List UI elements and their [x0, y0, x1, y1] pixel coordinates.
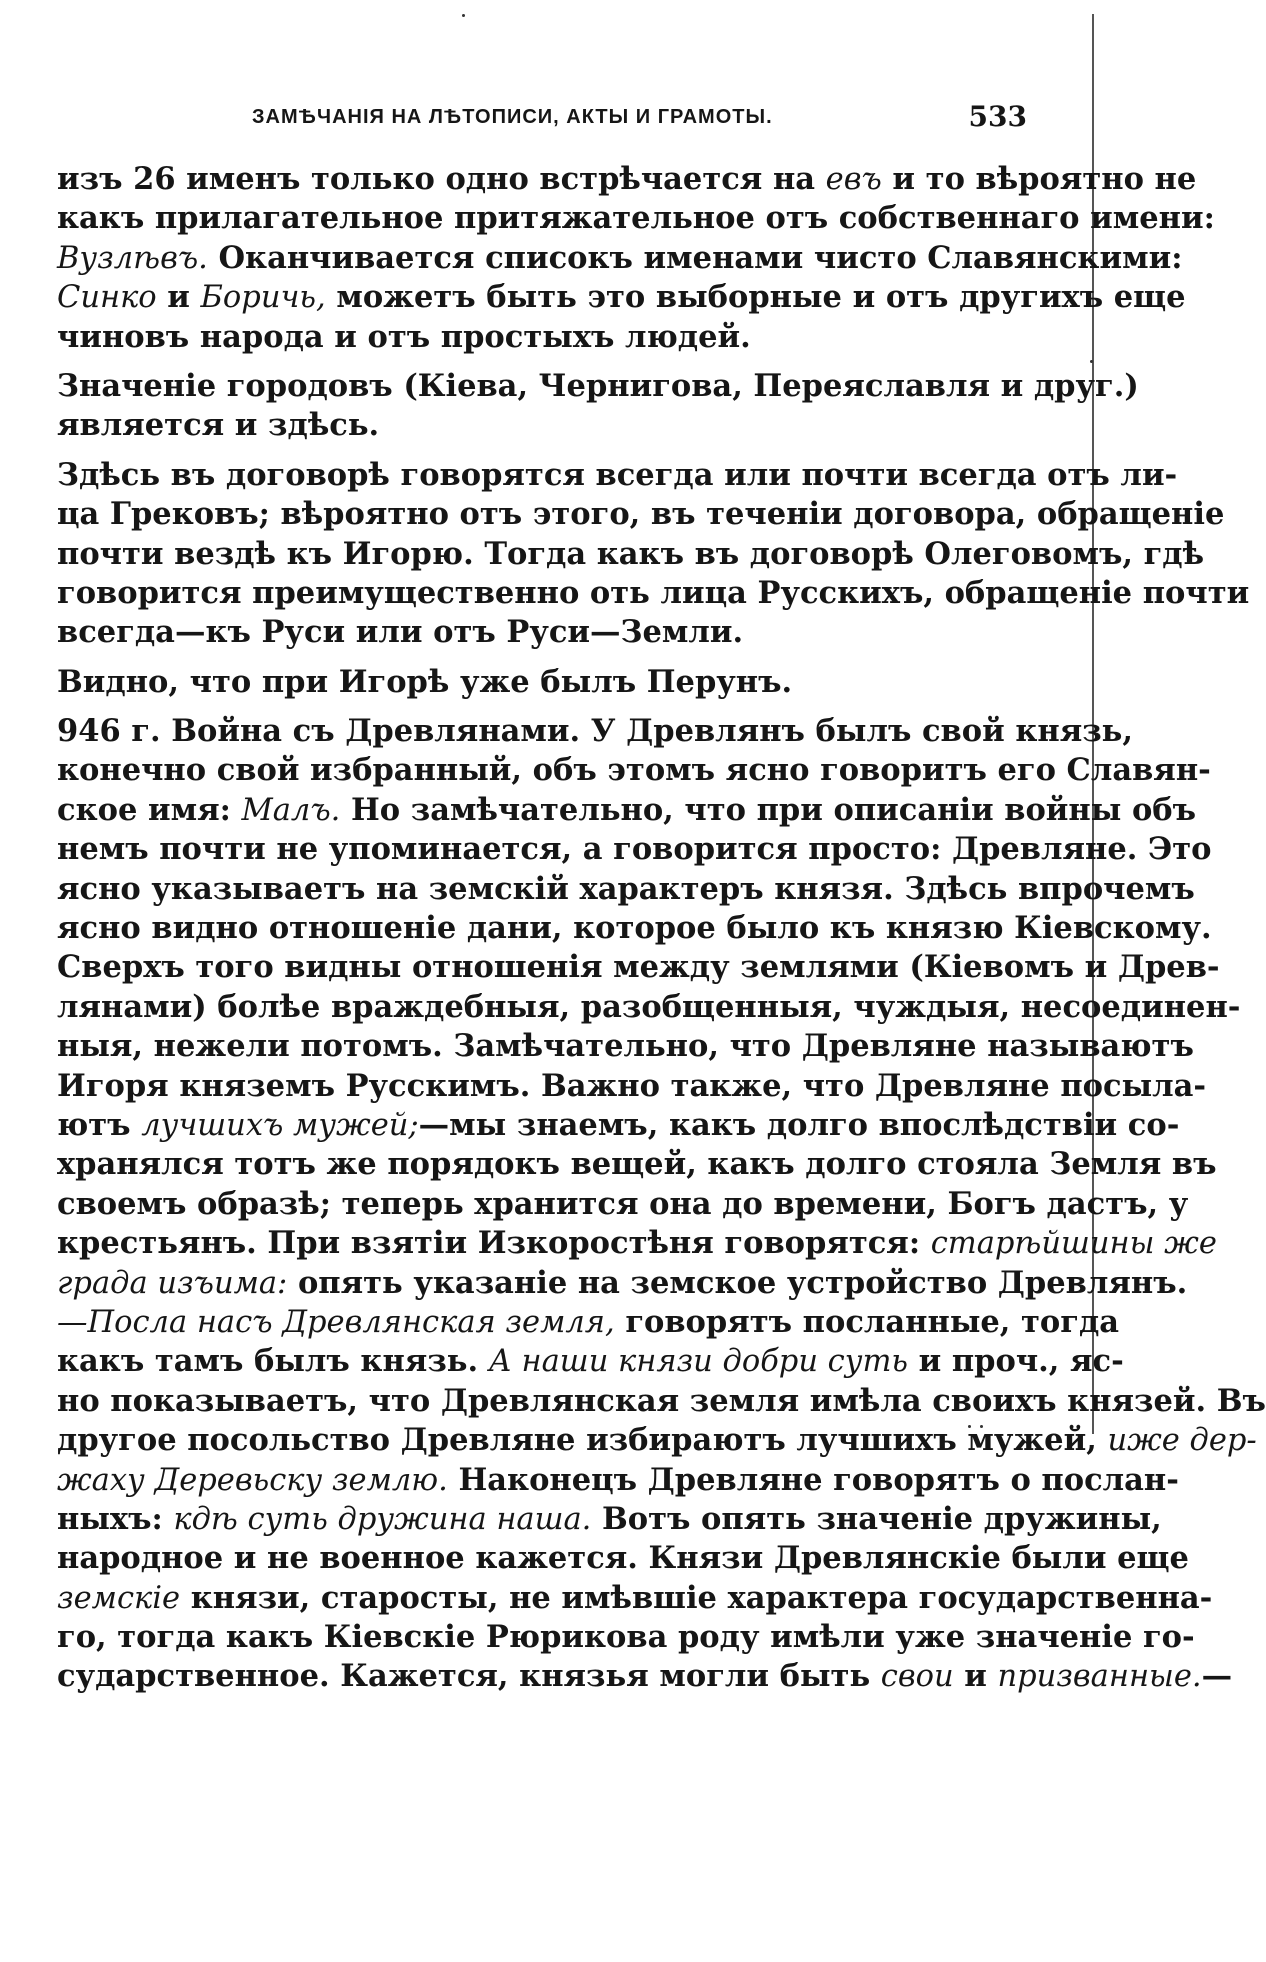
- text-segment: изъ 26 именъ только одно встрѣчается на: [57, 161, 826, 197]
- text-segment: Оканчивается списокъ именами чисто Славянскими:: [207, 239, 1183, 276]
- body-text: [57, 160, 1266, 1697]
- text-segment: ца Грековъ; вѣроятно отъ этого, въ теченіи договора, обращеніе: [57, 496, 1225, 533]
- text-segment: ское имя:: [57, 791, 242, 828]
- italic-segment: града изъима:: [57, 1265, 288, 1301]
- italic-segment: Боричь,: [200, 280, 326, 316]
- text-segment: Сверхъ того видны отношенія между землями (Кіевомъ и Древ-: [57, 949, 1220, 986]
- page-header: [252, 100, 1027, 140]
- text-segment: хранялся тотъ же порядокъ вещей, какъ долго стояла Земля въ: [57, 1146, 1217, 1183]
- text-line: [57, 1027, 1194, 1066]
- text-line: [57, 1500, 1162, 1539]
- text-line: [57, 1185, 1189, 1224]
- text-segment: сударственное. Кажется, князья могли быть: [57, 1658, 881, 1695]
- text-segment: опять указаніе на земское устройство Древлянъ.: [287, 1264, 1188, 1301]
- text-line: [57, 199, 1215, 238]
- text-line: [57, 830, 1212, 869]
- italic-segment: иже дер-: [1107, 1423, 1257, 1459]
- italic-segment: старѣйшины же: [930, 1226, 1217, 1262]
- running-head: ЗАМѢЧАНІЯ НА ЛѢТОПИСИ, АКТЫ И ГРАМОТЫ.: [252, 106, 773, 128]
- text-line: [57, 495, 1225, 534]
- text-segment: народное и не военное кажется. Князи Древлянскіе были еще: [57, 1540, 1189, 1577]
- text-segment: ныя, нежели потомъ. Замѣчательно, что Древляне называютъ: [57, 1028, 1194, 1065]
- italic-segment: призванные.: [997, 1659, 1202, 1695]
- italic-segment: свои: [880, 1659, 954, 1695]
- text-line: [57, 1106, 1180, 1145]
- text-line: [57, 663, 1017, 702]
- text-line: [57, 1461, 1179, 1500]
- text-line: [57, 1264, 1188, 1303]
- text-line: [57, 870, 1195, 909]
- text-segment: говорятъ посланные, тогда: [614, 1303, 1120, 1340]
- text-segment: говорится преимущественно оть лица Русскихъ, обращеніе почти: [57, 574, 1250, 611]
- text-line: [57, 791, 1197, 830]
- text-segment: Значеніе городовъ (Кіева, Чернигова, Переяславля и друг.): [57, 367, 1139, 404]
- text-line: [57, 751, 1211, 790]
- text-segment: и проч., яс-: [907, 1343, 1124, 1380]
- text-segment: Здѣсь въ договорѣ говорятся всегда или почти всегда отъ ли-: [57, 456, 1178, 493]
- text-line: [57, 1579, 1213, 1618]
- text-segment: —: [1201, 1658, 1233, 1695]
- text-line: [57, 1421, 1257, 1460]
- italic-segment: Малъ.: [241, 792, 341, 828]
- text-segment: Наконецъ Древляне говорятъ о послан-: [447, 1461, 1179, 1498]
- text-segment: но показываетъ, что Древлянская земля имѣла своихъ князей. Въ: [57, 1382, 1266, 1419]
- text-line: [57, 1067, 1207, 1106]
- italic-segment: лучшихъ мужей;: [141, 1107, 419, 1143]
- text-line: [57, 406, 1017, 445]
- text-segment: лянами) болѣе враждебныя, разобщенныя, чуждыя, несоединен-: [57, 988, 1241, 1025]
- text-segment: своемъ образѣ; теперь хранится она до времени, Богъ дастъ, у: [57, 1185, 1189, 1222]
- text-segment: ясно видно отношеніе дани, которое было къ князю Кіевскому.: [57, 910, 1212, 947]
- scan-speck: [462, 14, 465, 17]
- italic-segment: евъ: [825, 162, 882, 197]
- text-segment: Игоря княземъ Русскимъ. Важно также, что Древляне посыла-: [57, 1067, 1207, 1104]
- text-segment: почти вездѣ къ Игорю. Тогда какъ въ договорѣ Олеговомъ, гдѣ: [57, 535, 1205, 572]
- text-line: [57, 278, 1186, 317]
- text-line: [57, 1145, 1217, 1184]
- text-line: [57, 1539, 1189, 1578]
- italic-segment: Синко: [57, 280, 157, 316]
- italic-segment: земскіе: [57, 1580, 181, 1616]
- text-segment: го, тогда какъ Кіевскіе Рюрикова роду имѣли уже значеніе го-: [57, 1619, 1195, 1656]
- text-line: [57, 1224, 1217, 1263]
- text-segment: и: [953, 1658, 998, 1695]
- text-segment: и то вѣроятно не: [881, 161, 1197, 197]
- text-segment: и: [156, 279, 201, 316]
- italic-segment: кдѣ суть дружина наша.: [173, 1501, 592, 1537]
- text-segment: князи, старосты, не имѣвшіе характера государственна-: [180, 1579, 1213, 1616]
- page-number: 533: [968, 100, 1027, 133]
- text-line: [57, 367, 1139, 406]
- text-line: [57, 948, 1220, 987]
- text-line: [57, 988, 1241, 1027]
- text-segment: Вотъ опять значеніе дружины,: [591, 1500, 1162, 1537]
- text-segment: всегда—къ Руси или отъ Руси—Земли.: [57, 614, 744, 651]
- text-segment: крестьянъ. При взятіи Изкоростѣня говорятся:: [57, 1225, 931, 1262]
- text-segment: чиновъ народа и отъ простыхъ людей.: [57, 318, 751, 355]
- italic-segment: Вузлѣвъ.: [57, 240, 208, 276]
- text-segment: конечно свой избранный, объ этомъ ясно говоритъ его Славян-: [57, 752, 1211, 789]
- text-line: [57, 239, 1183, 278]
- text-segment: ныхъ:: [57, 1500, 174, 1537]
- text-line: [57, 1657, 1233, 1696]
- text-segment: является и здѣсь.: [57, 407, 380, 444]
- text-segment: Видно, что при Игорѣ уже былъ Перунъ.: [57, 663, 793, 700]
- text-segment: какъ прилагательное притяжательное отъ собственнаго имени:: [57, 200, 1215, 237]
- text-line: [57, 909, 1212, 948]
- text-line: [57, 574, 1250, 613]
- italic-segment: —Посла насъ Древлянская земля,: [57, 1304, 615, 1340]
- scan-speck: [1090, 360, 1093, 363]
- text-segment: ясно указываетъ на земскій характеръ князя. Здѣсь впрочемъ: [57, 870, 1195, 907]
- text-segment: другое посольство Древляне избираютъ лучшихъ мужей,: [57, 1422, 1108, 1459]
- text-segment: —мы знаемъ, какъ долго впослѣдствіи со-: [418, 1106, 1180, 1143]
- text-segment: Но замѣчательно, что при описаніи войны объ: [340, 791, 1197, 828]
- text-line: [57, 456, 1178, 495]
- text-line: [57, 160, 1197, 199]
- italic-segment: А наши князи добри суть: [488, 1344, 908, 1380]
- text-line: [57, 1303, 1120, 1342]
- text-line: [57, 1618, 1195, 1657]
- text-line: [57, 712, 1134, 751]
- text-segment: какъ тамъ былъ князь.: [57, 1343, 489, 1380]
- text-line: [57, 318, 1017, 357]
- text-segment: 946 г. Война съ Древлянами. У Древлянъ былъ свой князь,: [57, 713, 1134, 750]
- italic-segment: жаху Деревьску землю.: [57, 1462, 448, 1498]
- text-line: [57, 535, 1205, 574]
- text-line: [57, 1382, 1266, 1421]
- text-segment: можетъ быть это выборные и отъ другихъ еще: [325, 279, 1186, 316]
- text-segment: немъ почти не упоминается, а говорится просто: Древляне. Это: [57, 831, 1212, 868]
- text-segment: ютъ: [57, 1106, 142, 1143]
- text-line: [57, 613, 1017, 652]
- text-line: [57, 1342, 1124, 1381]
